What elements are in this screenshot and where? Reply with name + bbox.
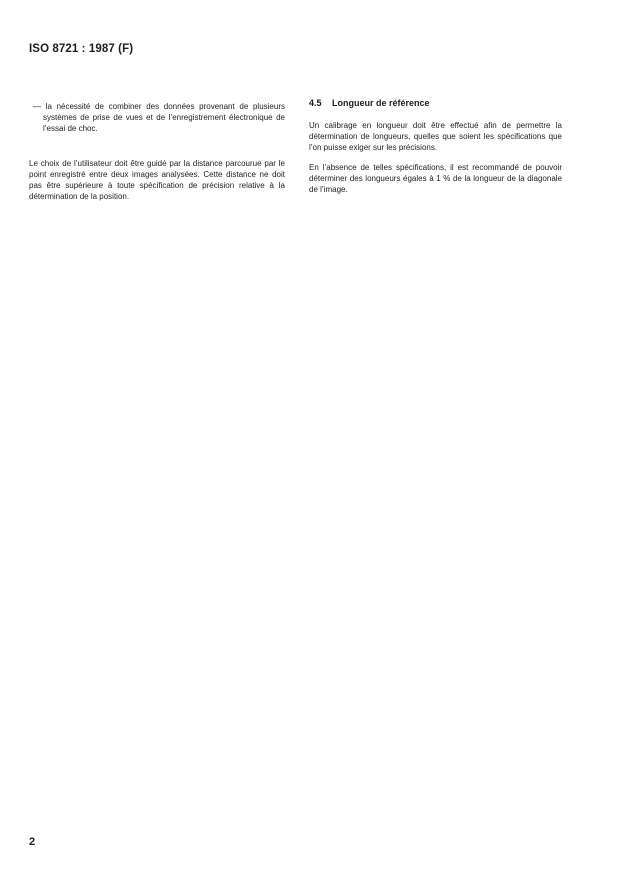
section-number: 4.5 bbox=[309, 98, 322, 108]
list-item: — la nécessité de combiner des données provenant de plusieurs systèmes de prise de vues et de l’enregistrement électronique de l’essai de choc. bbox=[33, 102, 285, 134]
body-paragraph: Le choix de l’utilisateur doit être guidé par la distance parcourue par le point enregistré entre deux images analysées. Cette distance ne doit pas être supérieure à toute spécification de précision relative à la détermination de la position. bbox=[29, 158, 285, 202]
body-paragraph: En l’absence de telles spécifications, il est recommandé de pouvoir déterminer des longueurs égales à 1 % de la longueur de la diagonale de l’image. bbox=[309, 162, 562, 195]
page-number: 2 bbox=[29, 836, 36, 848]
document-header: ISO 8721 : 1987 (F) bbox=[29, 43, 134, 55]
right-column bbox=[309, 97, 562, 203]
left-column bbox=[29, 101, 285, 202]
section-title: Longueur de référence bbox=[332, 98, 430, 108]
section-heading bbox=[309, 97, 562, 109]
body-paragraph: Un calibrage en longueur doit être effectué afin de permettre la détermination de longueurs, quelles que soient les spécifications que l’on puisse exiger sur les précisions. bbox=[309, 121, 562, 153]
